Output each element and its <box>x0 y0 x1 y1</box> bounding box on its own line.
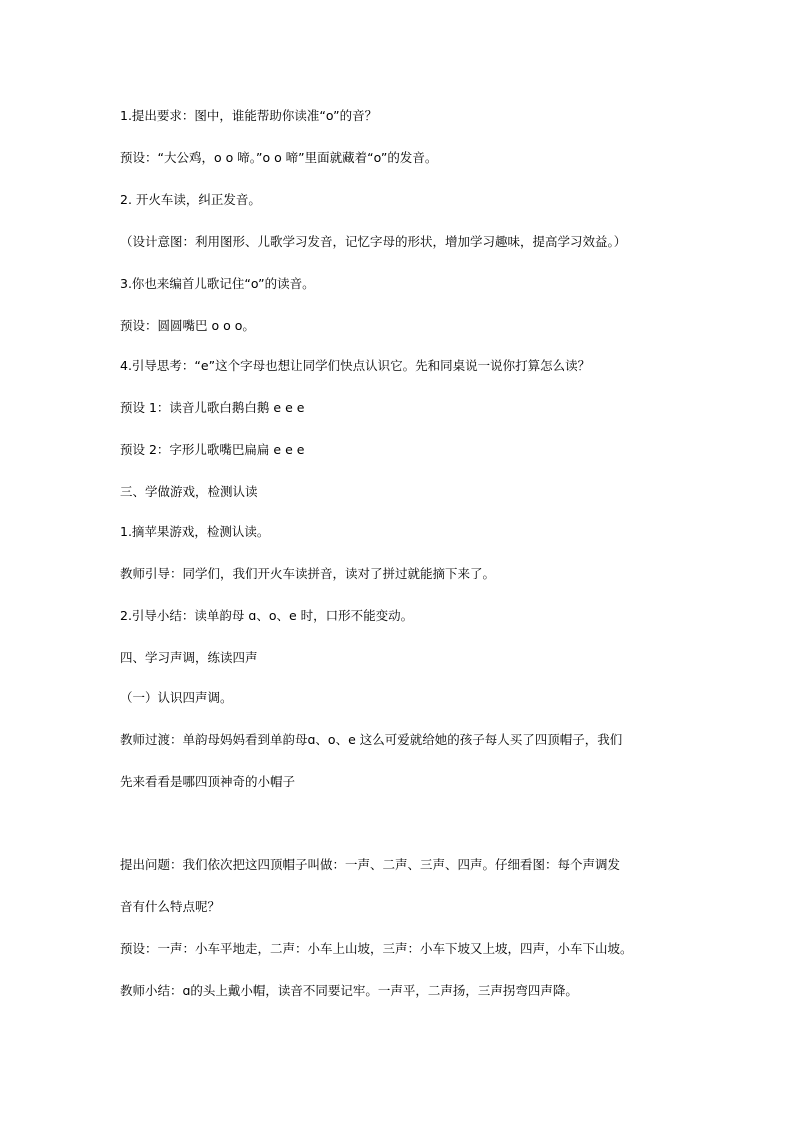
text-line-3: 2. 开火车读，纠正发音。 <box>120 192 261 207</box>
text-line-7: 4.引导思考：“e”这个字母也想让同学们快点认识它。先和同桌说一说你打算怎么读？ <box>120 358 591 373</box>
text-line-10: 三、学做游戏，检测认读 <box>120 484 258 499</box>
text-line-6: 预设：圆圆嘴巴 o o o。 <box>120 318 255 333</box>
text-line-5: 3.你也来编首儿歌记住“o”的读音。 <box>120 276 315 291</box>
text-line-11: 1.摘苹果游戏，检测认读。 <box>120 524 270 539</box>
text-line-1: 1.提出要求：图中，谁能帮助你读准“o”的音？ <box>120 108 378 123</box>
text-line-21: 教师小结：ɑ的头上戴小帽，读音不同要记牢。一声平，二声扬，三声拐弯四声降。 <box>120 983 578 998</box>
text-line-17: 先来看看是哪四顶神奇的小帽子 <box>120 774 296 789</box>
text-line-12: 教师引导：同学们，我们开火车读拼音，读对了拼过就能摘下来了。 <box>120 566 496 581</box>
text-line-13: 2.引导小结：读单韵母 ɑ、o、e 时，口形不能变动。 <box>120 608 414 623</box>
text-line-8: 预设 1：读音儿歌白鹅白鹅 e e e <box>120 400 305 415</box>
text-line-20: 预设：一声：小车平地走，二声：小车上山坡，三声：小车下坡又上坡，四声，小车下山坡。 <box>120 941 633 956</box>
text-line-15: （一）认识四声调。 <box>120 690 233 705</box>
text-line-19: 音有什么特点呢？ <box>120 899 221 914</box>
text-line-9: 预设 2：字形儿歌嘴巴扁扁 e e e <box>120 442 305 457</box>
text-line-14: 四、学习声调，练读四声 <box>120 650 258 665</box>
text-line-4: （设计意图：利用图形、儿歌学习发音，记忆字母的形状，增加学习趣味，提高学习效益。） <box>120 234 627 249</box>
text-line-16: 教师过渡：单韵母妈妈看到单韵母ɑ、o、e 这么可爱就给她的孩子每人买了四顶帽子，我们 <box>120 732 623 747</box>
text-line-18: 提出问题：我们依次把这四顶帽子叫做：一声、二声、三声、四声。仔细看图：每个声调发 <box>120 857 621 872</box>
text-line-2: 预设：“大公鸡，o o 啼。”o o 啼”里面就藏着“o”的发音。 <box>120 150 438 165</box>
